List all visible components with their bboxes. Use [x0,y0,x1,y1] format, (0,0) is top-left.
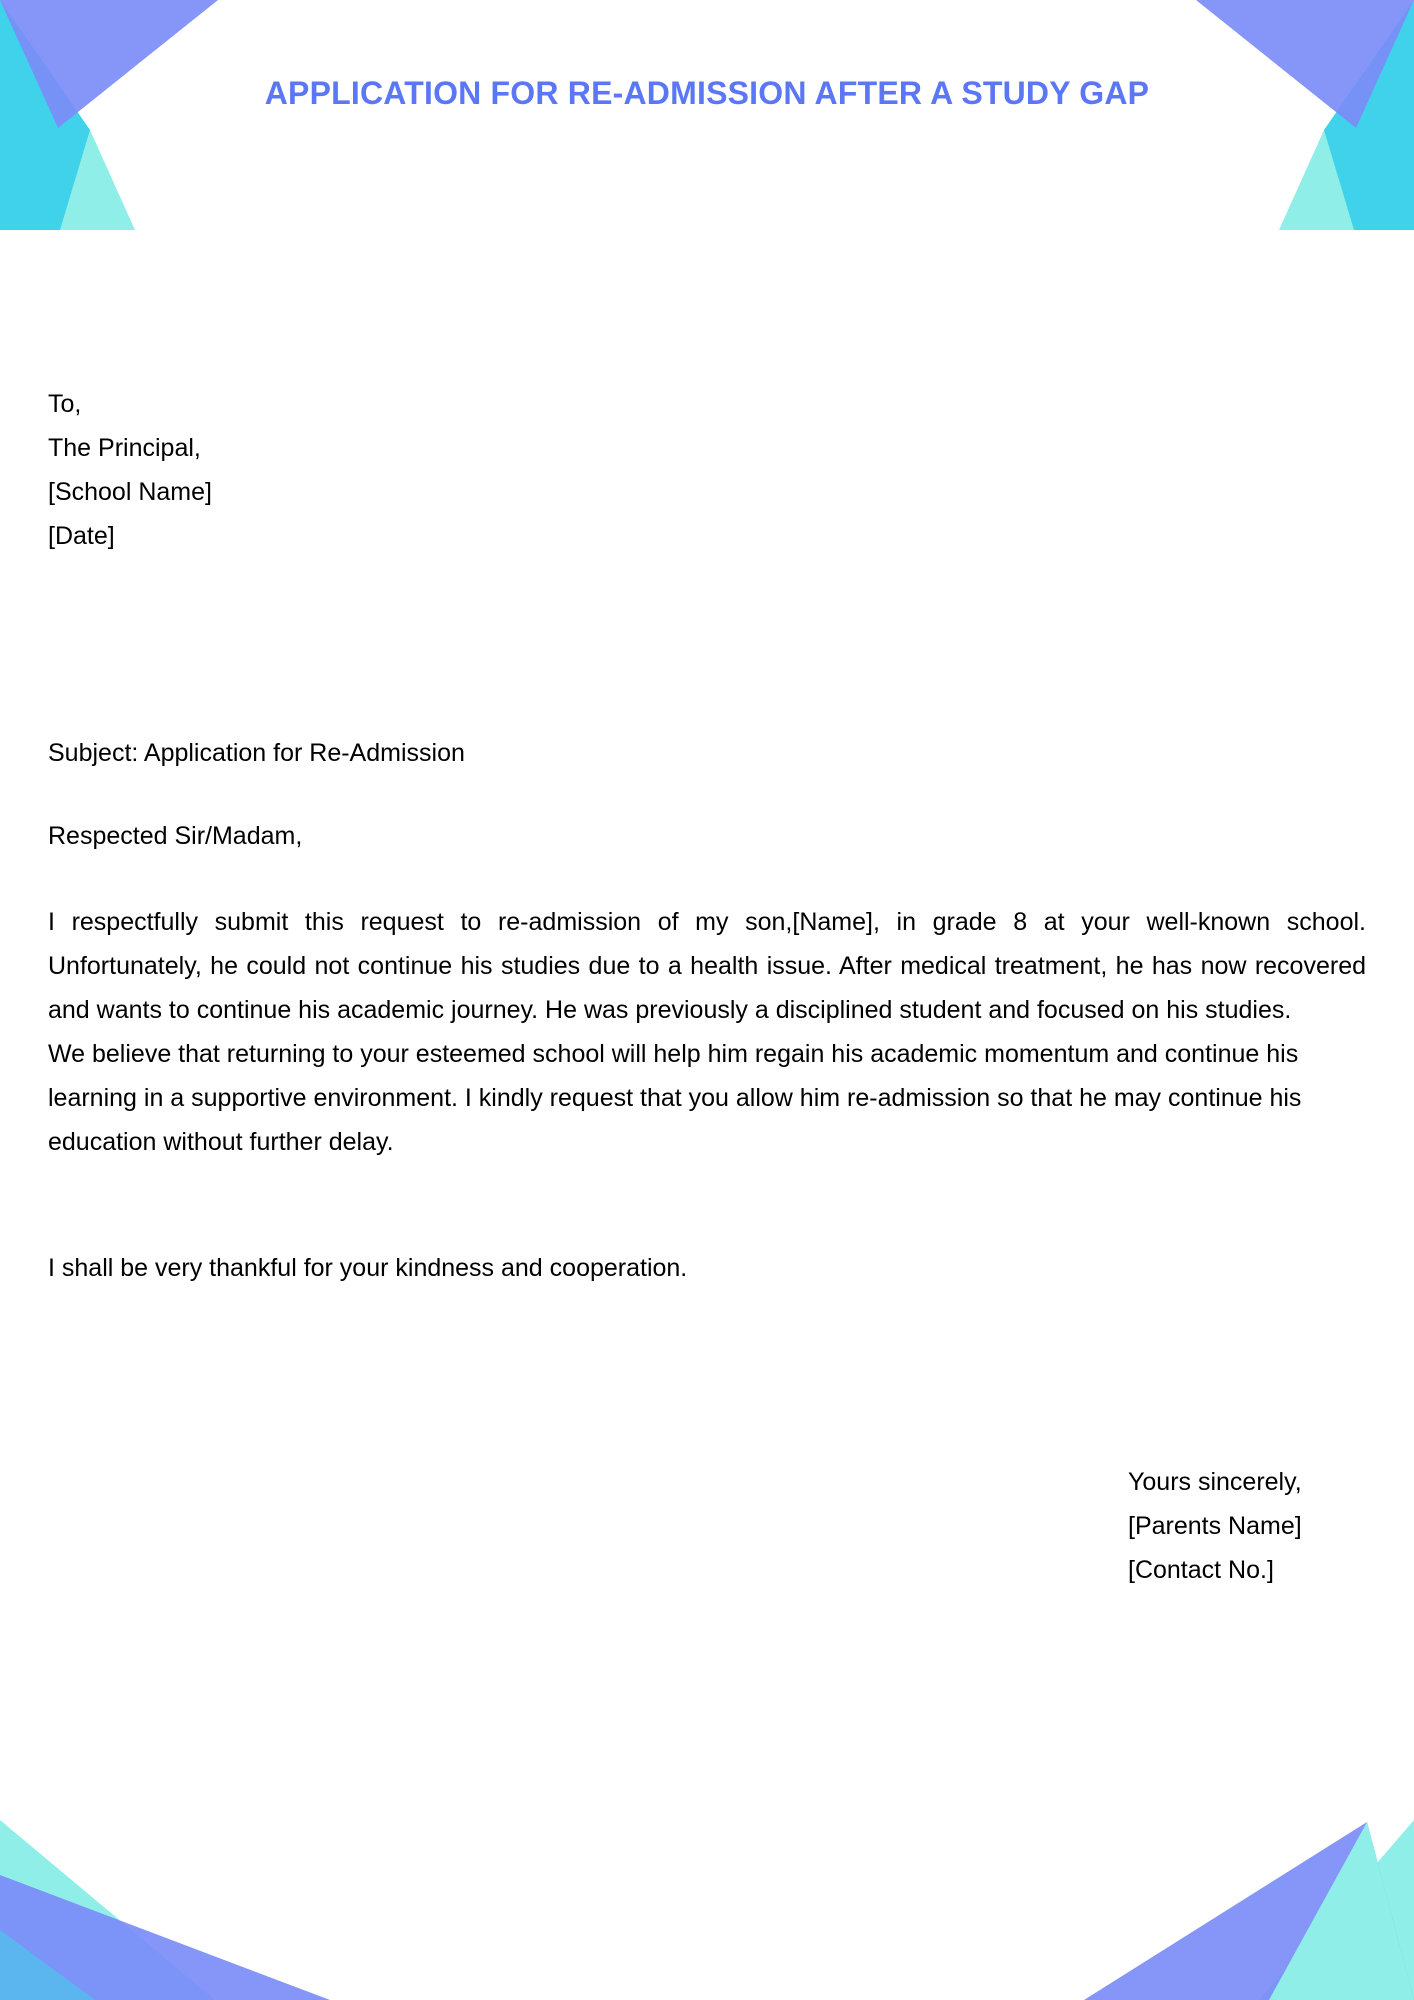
page-title: APPLICATION FOR RE-ADMISSION AFTER A STUDY GAP [264,75,1150,111]
paragraph-1: I respectfully submit this request to re-admission of my son,[Name], in grade 8 at your well-known school. Unfortunately, he could not continue his studies due to a health issue. After medical treatment, he has now recovered and wants to continue his academic journey. He was previously a disciplined student and focused on his studies. [48,908,1366,1024]
decor-shape-mint [1259,1820,1414,2000]
subject-line: Subject: Application for Re-Admission [48,739,465,767]
corner-decoration-bottom-left [0,1780,330,2000]
decor-shape-mint-light [1314,120,1414,230]
address-line-principal: The Principal, [48,434,201,462]
signature-yours-sincerely: Yours sincerely, [1128,1468,1302,1496]
decor-shape-cyan [1324,0,1414,230]
corner-decoration-bottom-right [1084,1800,1414,2000]
decor-shape-mint [0,1820,215,2000]
signature-contact-no: [Contact No.] [1128,1556,1274,1584]
decor-shape-periwinkle [0,1875,330,2000]
corner-decoration-top-right [1114,0,1414,230]
decor-shape-periwinkle [1084,1822,1414,2000]
salutation-line: Respected Sir/Madam, [48,822,303,850]
address-line-to: To, [48,390,82,418]
address-line-school: [School Name] [48,478,212,506]
decor-shape-mint-light [0,120,100,230]
recipient-address-block [48,382,212,558]
closing-thanks-line: I shall be very thankful for your kindness and cooperation. [48,1254,688,1282]
signature-block [1128,1460,1302,1592]
decor-shape-cyan [0,1930,95,2000]
letter-paragraphs [48,900,1366,1164]
decor-shape-mint-overlay [1269,1822,1414,2000]
address-line-date: [Date] [48,522,115,550]
decor-shape-cyan [0,0,90,230]
signature-parent-name: [Parents Name] [1128,1512,1302,1540]
corner-decoration-top-left [0,0,300,230]
paragraph-2: We believe that returning to your esteemed school will help him regain his academic momentum and continue his learning in a supportive environment. I kindly request that you allow him re-admission so that he may continue his education without further delay. [48,1040,1302,1156]
